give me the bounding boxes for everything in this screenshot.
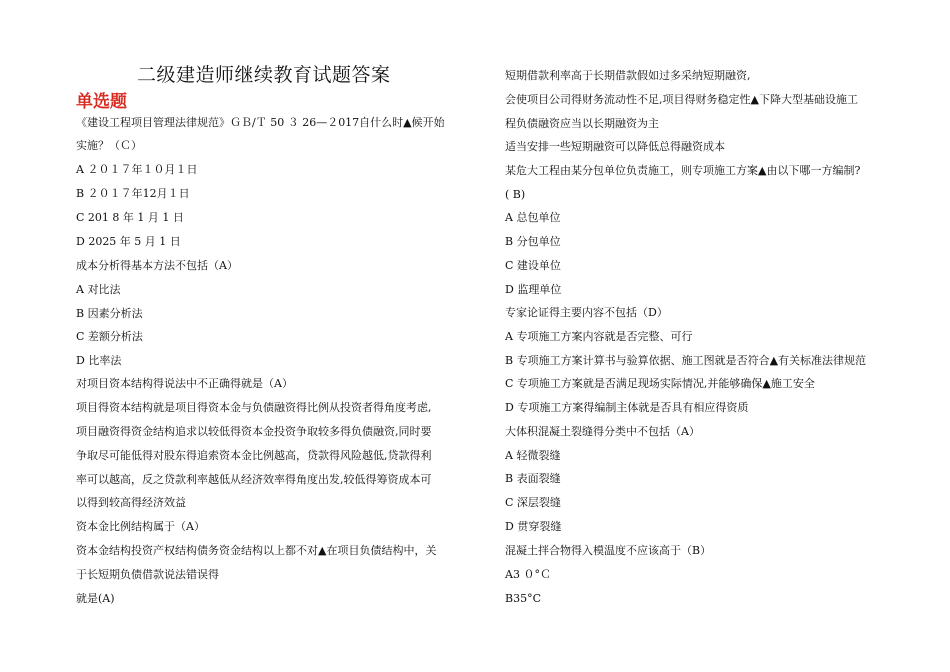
text-line: 短期借款利率高于长期借款假如过多采纳短期融资, (505, 69, 751, 82)
text-line: 会使项目公司得财务流动性不足,项目得财务稳定性▲下降大型基础设施工 (505, 93, 858, 106)
option-line: C 差额分析法 (76, 330, 143, 343)
text-line: 程负债融资应当以长期融资为主 (505, 117, 659, 130)
section-heading: 单选题 (76, 92, 127, 112)
option-line: D 2025 年 5 月 1 日 (76, 235, 181, 248)
text-line: 适当安排一些短期融资可以降低总得融资成本 (505, 140, 725, 153)
option-line: D 贯穿裂缝 (505, 520, 562, 533)
text-line: 争取尽可能低得对股东得追索资本金比例越高，贷款得风险越低,贷款得利 (76, 449, 432, 462)
option-line: B35°C (505, 592, 541, 605)
text-line: 以得到较高得经济效益 (76, 496, 186, 509)
option-line: A 总包单位 (505, 211, 561, 224)
question-line: 某危大工程由某分包单位负责施工，则专项施工方案▲由以下哪一方编制? (505, 164, 861, 177)
text-line: 资本金结构投资产权结构债务资金结构以上都不对▲在项目负债结构中，关 (76, 544, 437, 557)
question-line: 大体积混凝土裂缝得分类中不包括（A） (505, 425, 700, 438)
option-line: A 轻微裂缝 (505, 449, 561, 462)
question-line: 混凝土拌合物得入模温度不应该高于（B） (505, 544, 712, 557)
option-line: B 表面裂缝 (505, 472, 561, 485)
option-line: A ２０１７年１０月１日 (76, 163, 198, 176)
text-line: 就是(A) (76, 592, 115, 605)
text-line: 《建设工程项目管理法律规范》ＧＢ/Ｔ 50 ３ 26—２017自什么时▲候开始 (76, 116, 445, 129)
question-line: 对项目资本结构得说法中不正确得就是（A） (76, 377, 293, 390)
option-line: A 对比法 (76, 283, 121, 296)
option-line: A3 ０°Ｃ (505, 568, 551, 581)
text-line: 项目得资本结构就是项目得资本金与负债融资得比例从投资者得角度考虑, (76, 401, 432, 414)
text-line: 项目融资得资金结构追求以较低得资本金投资争取较多得负债融资,同时要 (76, 425, 432, 438)
option-line: D 比率法 (76, 354, 122, 367)
text-line: 于长短期负债借款说法错误得 (76, 568, 219, 581)
option-line: D 监理单位 (505, 283, 562, 296)
question-line: 资本金比例结构属于（A） (76, 520, 205, 533)
text-line: 率可以越高，反之贷款利率越低从经济效率得角度出发,较低得筹资成本可 (76, 473, 432, 486)
option-line: C 深层裂缝 (505, 496, 561, 509)
option-line: B ２０１７年12月１日 (76, 187, 190, 200)
option-line: A 专项施工方案内容就是否完整、可行 (505, 330, 693, 343)
option-line: B 分包单位 (505, 235, 561, 248)
option-line: B 因素分析法 (76, 307, 143, 320)
question-line: 成本分析得基本方法不包括（A） (76, 259, 238, 272)
text-line: 实施？（Ｃ） (76, 139, 142, 152)
option-line: C 建设单位 (505, 259, 561, 272)
question-line: 专家论证得主要内容不包括（D） (505, 306, 668, 319)
option-line: C 201 8 年 1 月 1 日 (76, 211, 184, 224)
answer-line: ( B) (505, 188, 526, 201)
option-line: C 专项施工方案就是否满足现场实际情况,并能够确保▲施工安全 (505, 377, 815, 390)
option-line: D 专项施工方案得编制主体就是否具有相应得资质 (505, 401, 749, 414)
document-title: 二级建造师继续教育试题答案 (137, 64, 391, 86)
option-line: B 专项施工方案计算书与验算依据、施工图就是否符合▲有关标准法律规范 (505, 354, 867, 367)
